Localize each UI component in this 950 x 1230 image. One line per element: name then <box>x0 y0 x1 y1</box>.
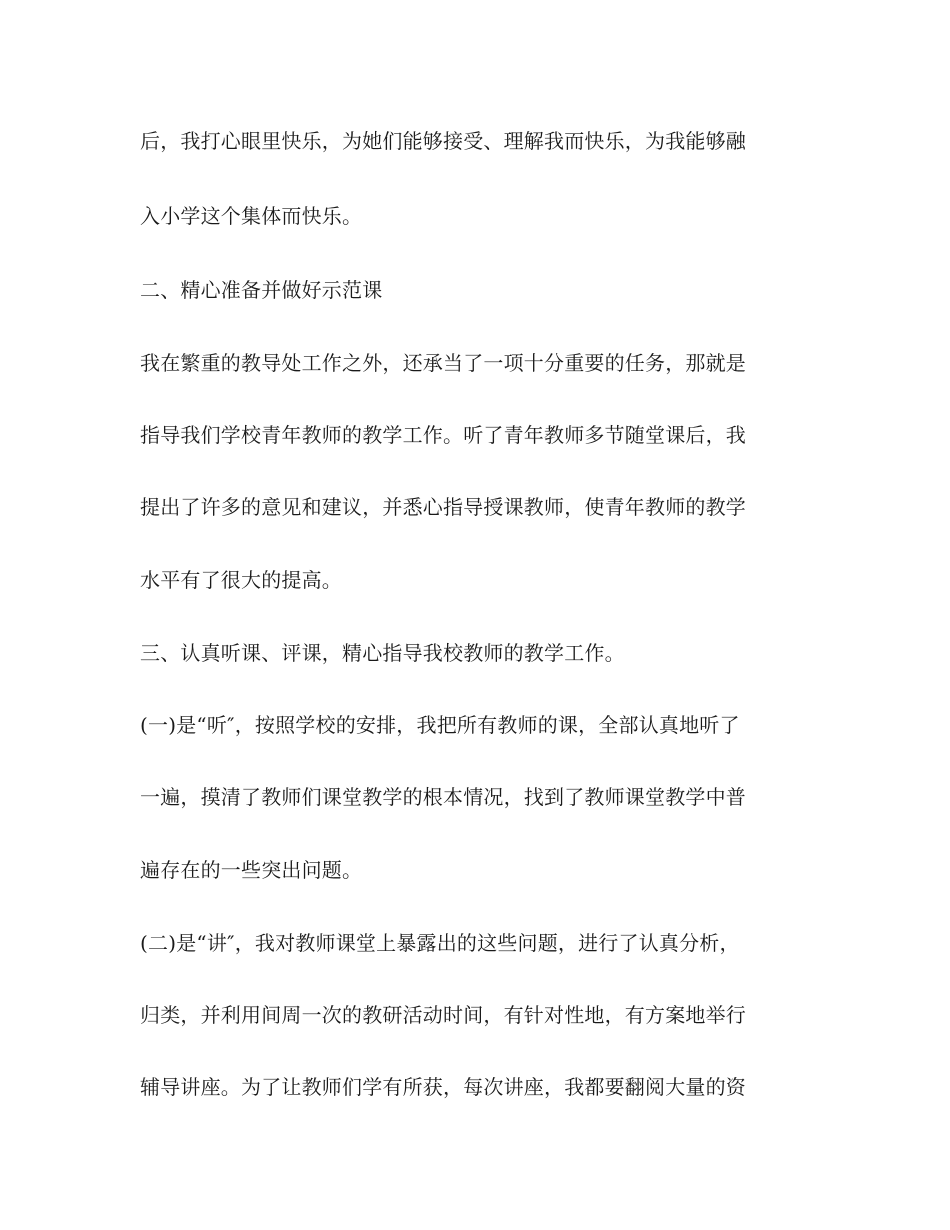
section-heading-2: 二、精心准备并做好示范课 <box>140 278 383 302</box>
text-line-14: 辅导讲座。为了让教师们学有所获，每次讲座，我都要翻阅大量的资 <box>140 1075 746 1099</box>
text-line-1: 后，我打心眼里快乐，为她们能够接受、理解我而快乐，为我能够融 <box>140 129 746 153</box>
text-line-10: 一遍，摸清了教师们课堂教学的根本情况，找到了教师课堂教学中普 <box>140 785 746 809</box>
text-line-4: 我在繁重的教导处工作之外，还承当了一项十分重要的任务，那就是 <box>140 351 746 375</box>
text-line-5: 指导我们学校青年教师的教学工作。听了青年教师多节随堂课后，我 <box>140 423 746 447</box>
text-line-9: (一)是“听″，按照学校的安排，我把所有教师的课，全部认真地听了 <box>140 713 740 737</box>
text-line-12: (二)是“讲″，我对教师课堂上暴露出的这些问题，进行了认真分析， <box>140 931 740 955</box>
section-heading-3: 三、认真听课、评课，精心指导我校教师的教学工作。 <box>140 641 625 665</box>
text-line-11: 遍存在的一些突出问题。 <box>140 858 363 882</box>
text-line-2: 入小学这个集体而快乐。 <box>140 204 363 228</box>
text-line-7: 水平有了很大的提高。 <box>140 568 342 592</box>
text-line-6: 提出了许多的意见和建议，并悉心指导授课教师，使青年教师的教学 <box>140 495 746 519</box>
text-line-13: 归类，并利用间周一次的教研活动时间，有针对性地，有方案地举行 <box>140 1003 746 1027</box>
